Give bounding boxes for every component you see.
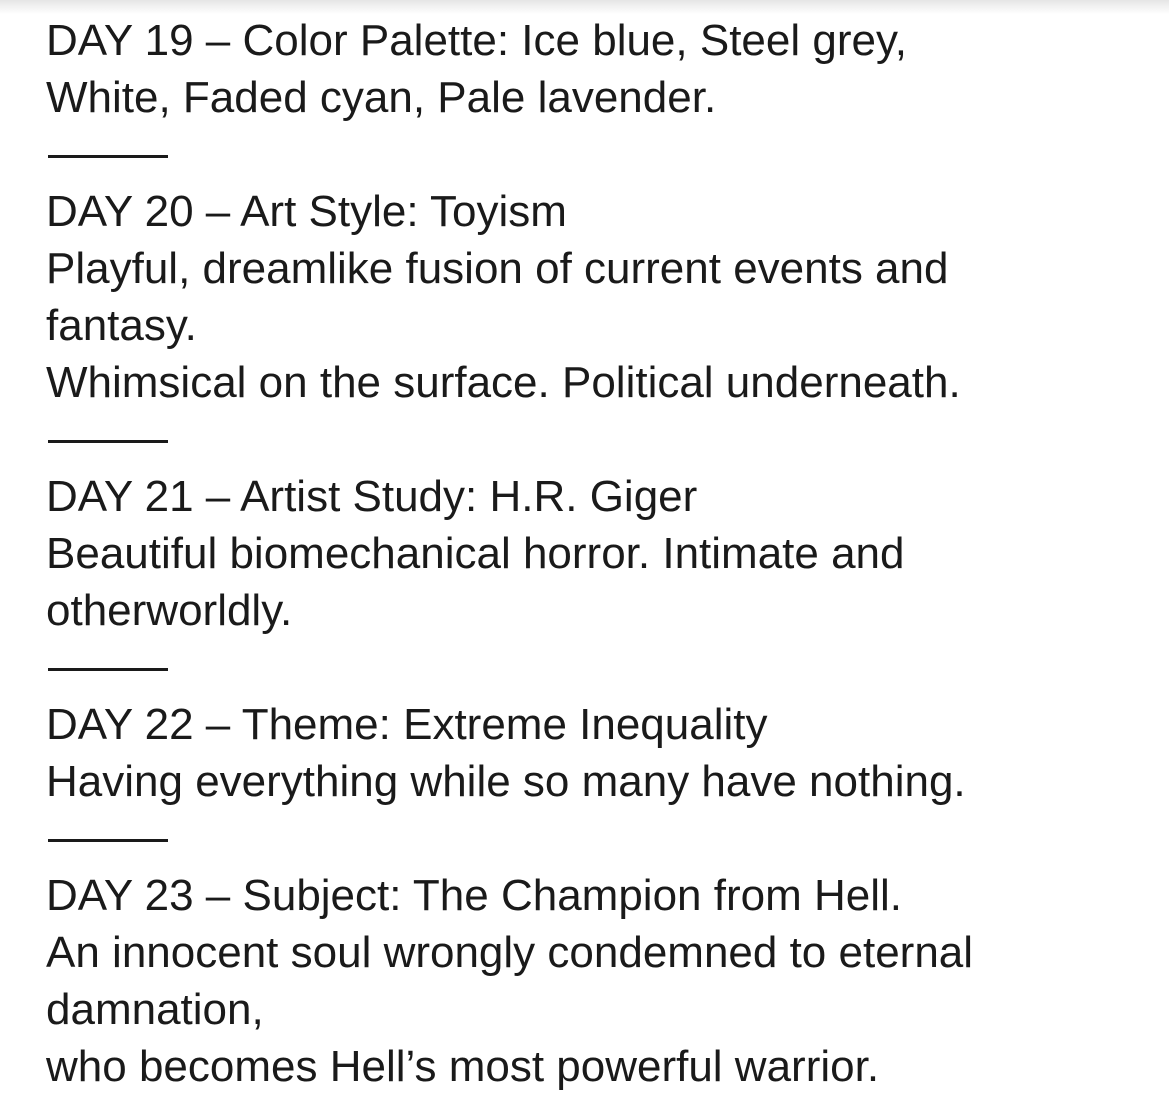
divider: [46, 126, 1146, 183]
entry-text: damnation,: [46, 985, 264, 1034]
entry-text: Having everything while so many have nothing.: [46, 757, 966, 806]
entry-day-22: [46, 696, 1146, 810]
entry-day-20: [46, 183, 1146, 411]
entry-text: who becomes Hell’s most powerful warrior.: [46, 1042, 880, 1091]
divider: [46, 639, 1146, 696]
entry-day-23: [46, 867, 1146, 1095]
entry-day-19: [46, 12, 1146, 126]
entry-title: DAY 20 – Art Style: Toyism: [46, 187, 567, 236]
entry-text: White, Faded cyan, Pale lavender.: [46, 73, 717, 122]
entry-text: Whimsical on the surface. Political underneath.: [46, 358, 961, 407]
entry-title: DAY 21 – Artist Study: H.R. Giger: [46, 472, 698, 521]
entry-text: Beautiful biomechanical horror. Intimate and: [46, 529, 905, 578]
entry-text: An innocent soul wrongly condemned to eternal: [46, 928, 974, 977]
entry-day-21: [46, 468, 1146, 639]
entry-title: DAY 23 – Subject: The Champion from Hell.: [46, 871, 902, 920]
divider: [46, 411, 1146, 468]
entry-text: otherworldly.: [46, 586, 293, 635]
entry-title: DAY 19 – Color Palette: Ice blue, Steel grey,: [46, 16, 907, 65]
note-body[interactable]: [46, 12, 1146, 1095]
entry-text: fantasy.: [46, 301, 197, 350]
entry-text: Playful, dreamlike fusion of current events and: [46, 244, 949, 293]
entry-title: DAY 22 – Theme: Extreme Inequality: [46, 700, 768, 749]
divider: [46, 810, 1146, 867]
